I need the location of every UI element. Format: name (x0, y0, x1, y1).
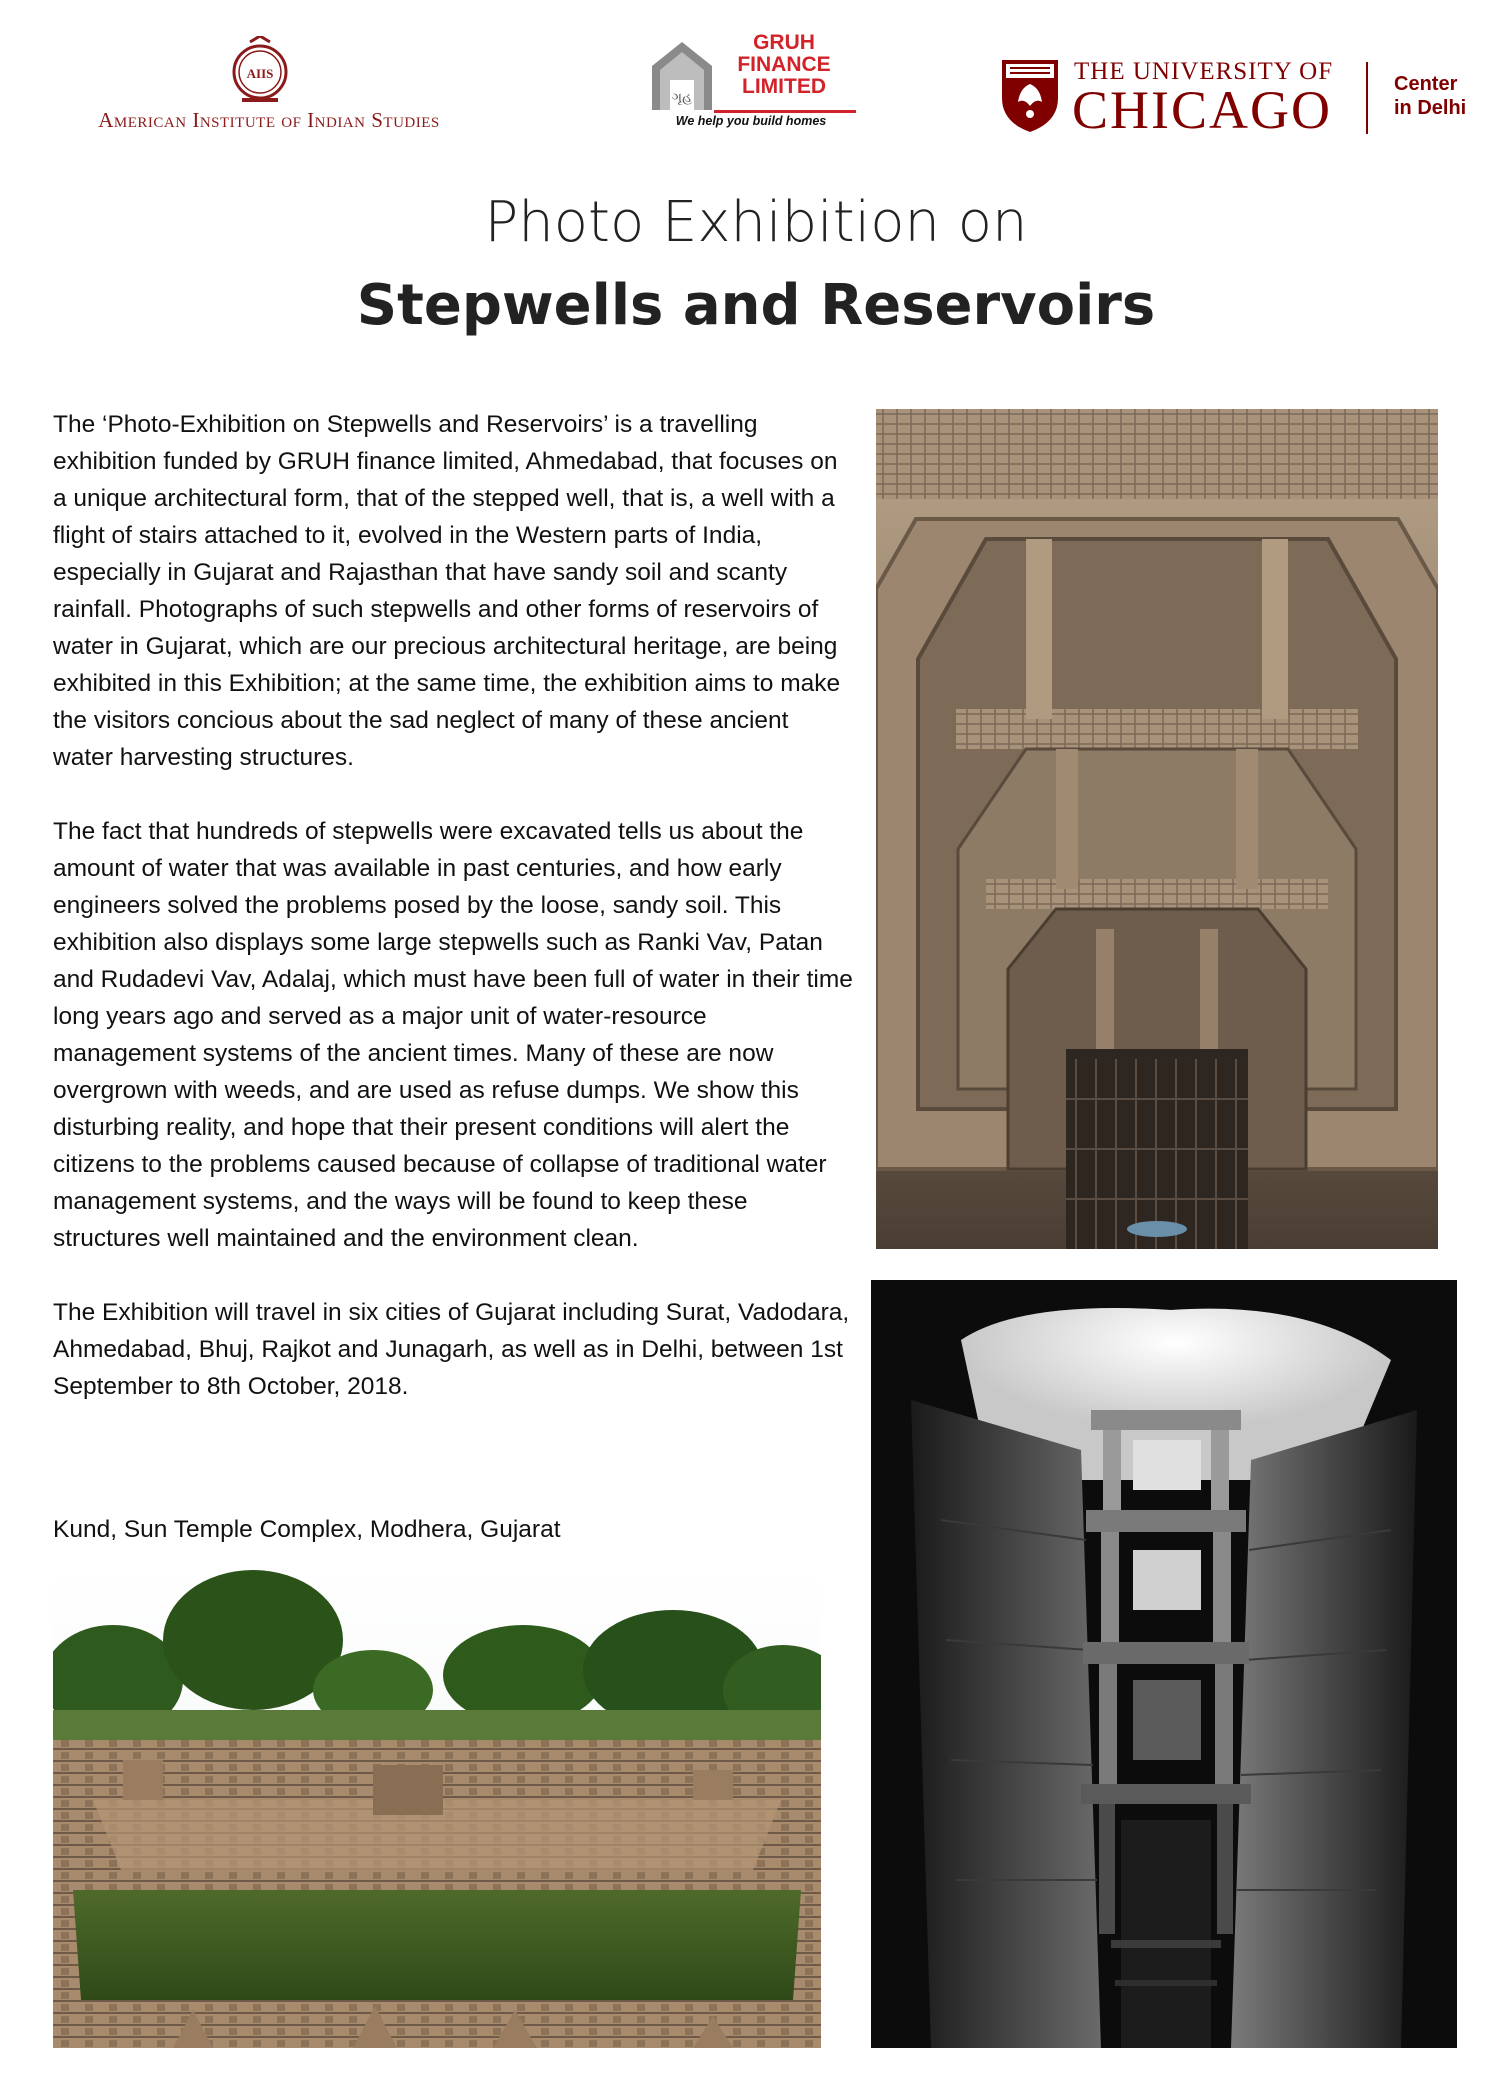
modhera-kund-photo (53, 1570, 821, 2048)
aiis-emblem-text: AIIS (246, 66, 274, 81)
stepwell-interior-photo (876, 409, 1438, 1249)
aiis-name: American Institute of Indian Studies (98, 108, 440, 132)
gruh-logo (646, 32, 856, 132)
body-text (53, 406, 853, 1442)
gruh-bar (714, 110, 856, 113)
gruh-name (714, 32, 854, 98)
body-paragraph: The Exhibition will travel in six cities of Gujarat including Surat, Vadodara, Ahmedabad, Bhuj, Rajkot and Junagarh, as well as in Delhi, between 1st September to 8th October, 2018. (53, 1299, 850, 1400)
body-paragraph: The fact that hundreds of stepwells were excavated tells us about the amount of water that was available in past centuries, and how early engineers solved the problems posed by the loose, sandy soil. This exhibition also displays some large stepwells such as Ranki Vav, Patan and Rudadevi Vav, Adalaj, which must have been full of water in their time long years ago and served as a major unit of water-resource management systems of the ancient times. Many of these are now overgrown with weeds, and are used as refuse dumps. We show this disturbing reality, and hope that their present conditions will alert the citizens to the problems caused because of collapse of traditional water management systems, and the ways will be found to keep these structures well maintained and the environment clean. (53, 818, 853, 1252)
stepwell-corridor-photo (871, 1280, 1457, 2048)
gruh-name-line: GRUH (753, 31, 815, 54)
uchicago-center-label (1394, 72, 1504, 120)
gruh-tagline: We help you build homes (675, 114, 827, 128)
uchicago-center-line: Center (1394, 73, 1458, 95)
photo-caption: Kund, Sun Temple Complex, Modhera, Gujarat (53, 1516, 561, 1543)
aiis-emblem-icon (220, 36, 300, 108)
page-title-line2: Stepwells and Reservoirs (356, 273, 1156, 338)
gruh-name-line: LIMITED (742, 75, 826, 98)
uchicago-main-line: CHICAGO (1072, 80, 1333, 140)
uchicago-center-line: in Delhi (1394, 97, 1467, 119)
uchicago-logo (1000, 58, 1500, 138)
aiis-logo (30, 32, 490, 142)
uchicago-top-line: THE UNIVERSITY OF (1074, 58, 1334, 85)
uchicago-shield-icon (1000, 58, 1060, 134)
uchicago-divider (1366, 62, 1368, 134)
page-title-line1: Photo Exhibition on (484, 190, 1028, 255)
gruh-glyph: ગૃહ (671, 90, 693, 106)
gruh-name-line: FINANCE (737, 53, 831, 76)
body-paragraph: The ‘Photo-Exhibition on Stepwells and Reservoirs’ is a travelling exhibition funded by GRUH finance limited, Ahmedabad, that focuses on a unique architectural form, that of the stepped well, that is, a well with a flight of stairs attached to it, evolved in the Western parts of India, especially in Gujarat and Rajasthan that have sandy soil and scanty rainfall. Photographs of such stepwells and other forms of reservoirs of water in Gujarat, which are our precious architectural heritage, are being exhibited in this Exhibition; at the same time, the exhibition aims to make the visitors concious about the sad neglect of many of these ancient water harvesting structures. (53, 411, 841, 771)
